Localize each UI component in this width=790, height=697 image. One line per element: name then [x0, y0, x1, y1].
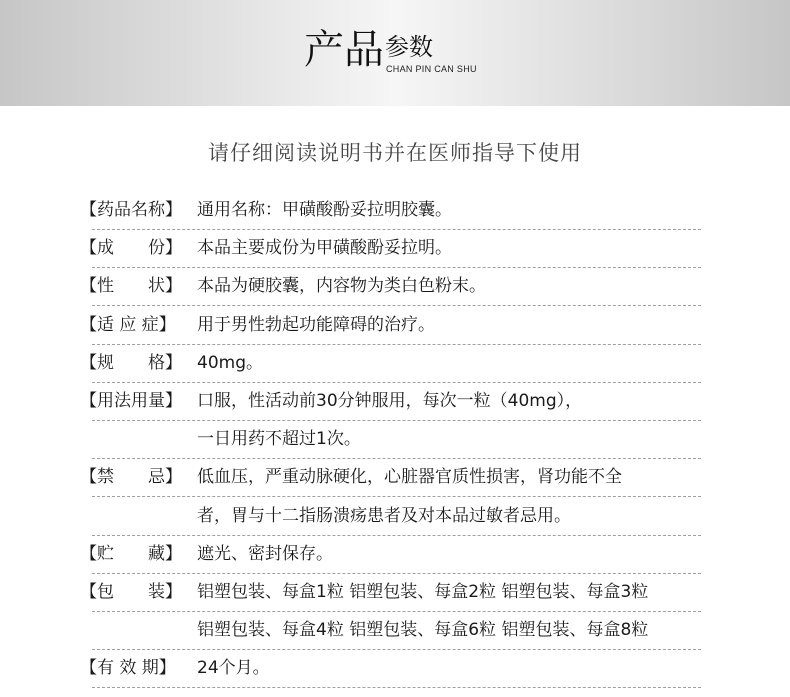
spec-row-text — [80, 542, 333, 566]
spec-value: 铝塑包装、每盒4粒 铝塑包装、每盒6粒 铝塑包装、每盒8粒 — [197, 620, 649, 641]
spec-row — [0, 268, 790, 306]
spec-row-text — [80, 313, 435, 337]
spec-value: 用于男性勃起功能障碍的治疗。 — [197, 314, 435, 335]
spec-row — [0, 421, 790, 459]
spec-label: 【包 装】 — [80, 582, 182, 602]
spec-label: 【用法用量】 — [80, 391, 182, 411]
spec-row-text — [80, 389, 582, 413]
spec-value: 一日用药不超过1次。 — [197, 429, 361, 450]
spec-row — [0, 574, 790, 612]
spec-value: 低血压，严重动脉硬化，心脏器官质性损害，肾功能不全 — [197, 467, 622, 488]
spec-value: 遮光、密封保存。 — [197, 543, 333, 564]
dashed-divider — [92, 687, 701, 688]
spec-row-text — [80, 465, 622, 489]
spec-value: 40mg。 — [197, 352, 263, 373]
spec-value: 者，胃与十二指肠溃疡患者及对本品过敏者忌用。 — [197, 505, 571, 526]
spec-label: 【贮 藏】 — [80, 543, 182, 564]
spec-label: 【成 份】 — [80, 238, 182, 259]
spec-label: 【适 应 症】 — [80, 314, 176, 335]
spec-label: 【药品名称】 — [80, 200, 182, 220]
spec-row — [0, 192, 790, 230]
spec-label: 【禁 忌】 — [80, 467, 182, 488]
page-title: 产品 — [304, 27, 384, 73]
spec-row — [0, 230, 790, 268]
spec-label: 【有 效 期】 — [80, 658, 176, 679]
spec-row-text — [80, 580, 648, 604]
spec-row — [0, 307, 790, 345]
spec-label: 【规 格】 — [80, 352, 182, 373]
spec-value: 本品主要成份为甲磺酸酚妥拉明。 — [197, 238, 452, 259]
spec-row-text — [80, 351, 263, 375]
page-title-pinyin: CHAN PIN CAN SHU — [386, 64, 477, 74]
spec-row — [0, 612, 790, 650]
page-title-suffix: 参数 — [385, 33, 433, 61]
spec-value: 24个月。 — [197, 658, 270, 679]
spec-value: 通用名称：甲磺酸酚妥拉明胶囊。 — [197, 200, 452, 220]
spec-row-text — [80, 236, 452, 260]
spec-row-text — [197, 618, 648, 642]
instruction-note: 请仔细阅读说明书并在医师指导下使用 — [208, 141, 582, 165]
spec-row — [0, 650, 790, 688]
header-banner — [0, 0, 790, 106]
spec-value: 铝塑包装、每盒1粒 铝塑包装、每盒2粒 铝塑包装、每盒3粒 — [197, 582, 649, 602]
spec-row-text — [197, 504, 571, 528]
spec-row-text — [80, 198, 452, 222]
spec-row-text — [197, 427, 361, 451]
spec-row — [0, 345, 790, 383]
spec-value: 口服，性活动前30分钟服用，每次一粒（40mg）， — [197, 391, 583, 411]
spec-value: 本品为硬胶囊，内容物为类白色粉末。 — [197, 276, 486, 297]
spec-label: 【性 状】 — [80, 276, 182, 297]
spec-row — [0, 383, 790, 421]
spec-row-text — [80, 274, 486, 298]
spec-row — [0, 498, 790, 536]
spec-row — [0, 536, 790, 574]
spec-row — [0, 459, 790, 497]
spec-row-text — [80, 656, 270, 680]
